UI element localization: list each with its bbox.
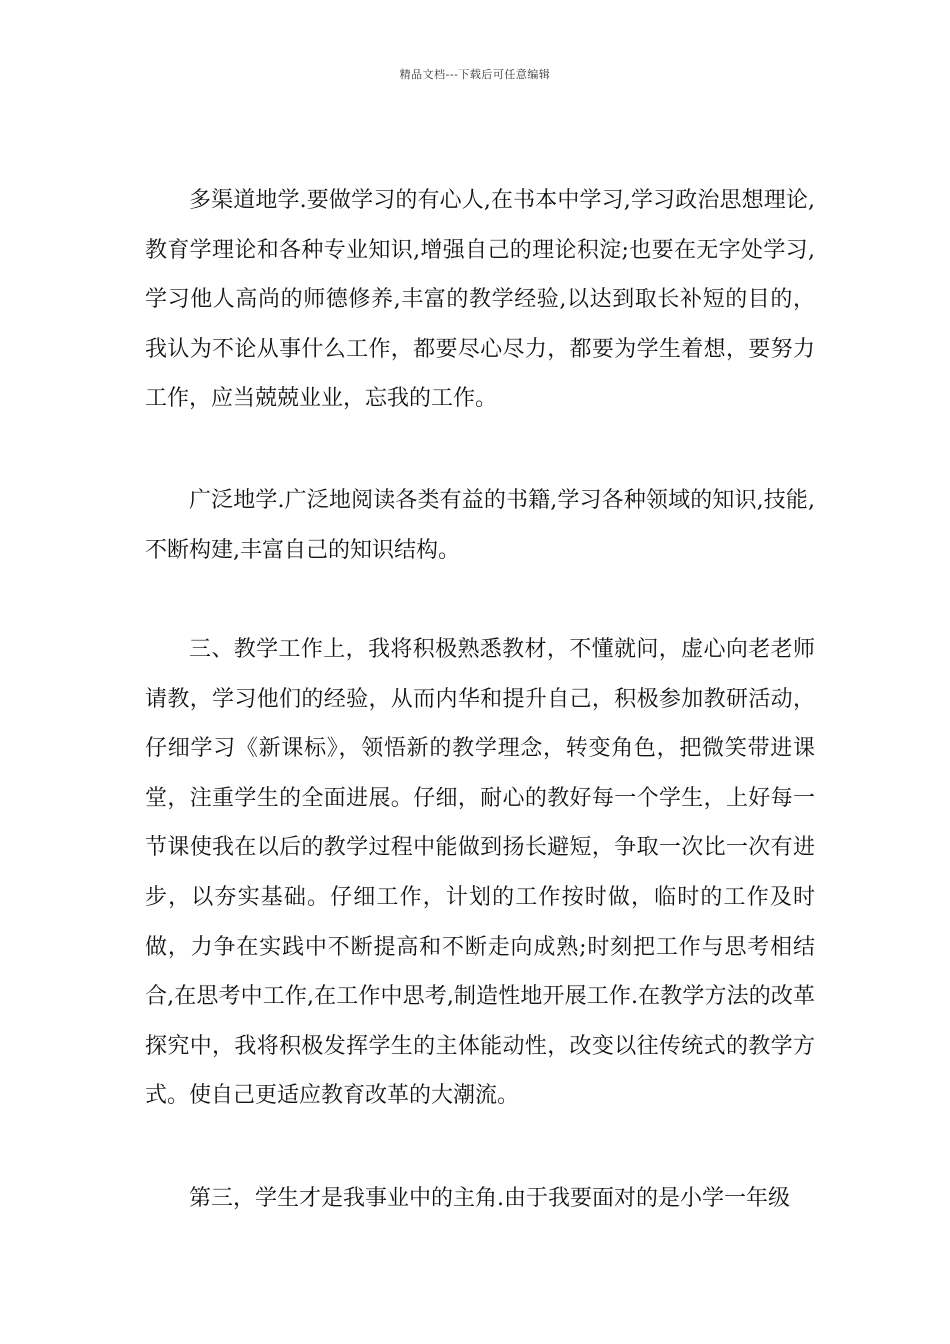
paragraph: 三、教学工作上，我将积极熟悉教材，不懂就问，虚心向老老师请教，学习他们的经验，从而内华和提升自己，积极参加教研活动，仔细学习《新课标》，领悟新的教学理念，转变角色，把微笑带进课堂，注重学生的全面进展。仔细，耐心的教好每一个学生，上好每一节课使我在以后的教学过程中能做到扬长避短，争取一次比一次有进步，以夯实基础。仔细工作，计划的工作按时做，临时的工作及时做，力争在实践中不断提高和不断走向成熟;时刻把工作与思考相结合,在思考中工作,在工作中思考,制造性地开展工作.在教学方法的改革探究中，我将积极发挥学生的主体能动性，改变以往传统式的教学方式。使自己更适应教育改革的大潮流。 <box>145 637 815 1109</box>
paragraph: 广泛地学.广泛地阅读各类有益的书籍,学习各种领域的知识,技能,不断构建,丰富自己的知识结构。 <box>145 488 815 563</box>
paragraph: 多渠道地学.要做学习的有心人,在书本中学习,学习政治思想理论,教育学理论和各种专业知识,增强自己的理论积淀;也要在无字处学习,学习他人高尚的师德修养,丰富的教学经验,以达到取长补短的目的，我认为不论从事什么工作，都要尽心尽力，都要为学生着想，要努力工作，应当兢兢业业，忘我的工作。 <box>145 188 815 412</box>
page-header: 精品文档---下载后可任意编辑 <box>399 68 551 81</box>
paragraph: 第三，学生才是我事业中的主角.由于我要面对的是小学一年级 <box>189 1186 790 1211</box>
